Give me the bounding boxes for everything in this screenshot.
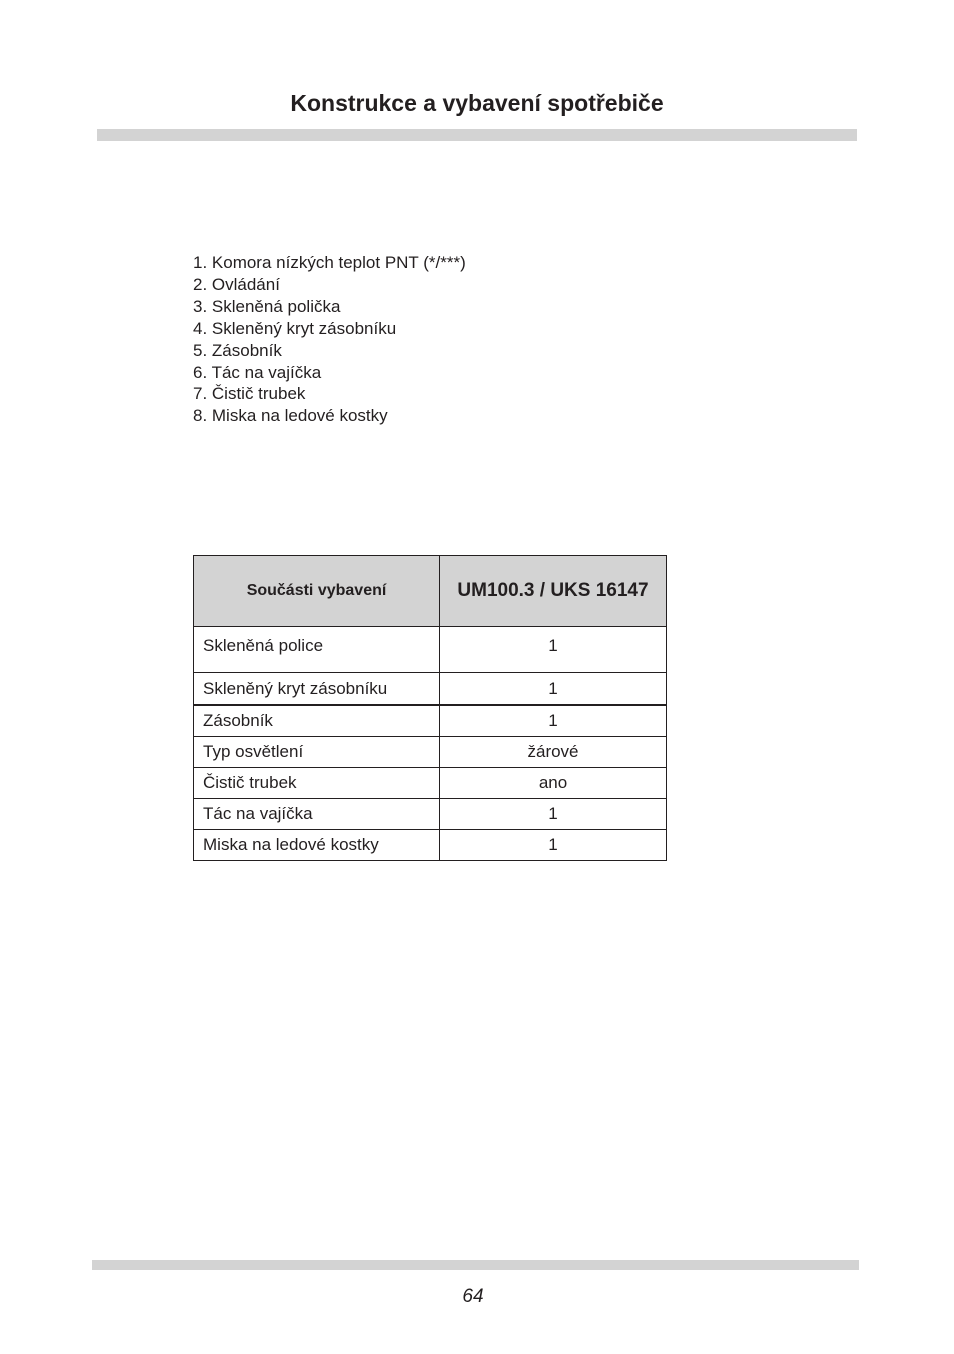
table-cell-component: Skleněná police: [194, 627, 440, 673]
footer-divider: [92, 1260, 859, 1270]
list-item: 6. Tác na vajíčka: [193, 362, 322, 382]
table-cell-value: 1: [440, 705, 667, 737]
table-row: [194, 768, 667, 799]
header-divider: [97, 129, 857, 141]
table-row: [194, 799, 667, 830]
table-cell-component: Typ osvětlení: [194, 737, 440, 768]
list-item: 2. Ovládání: [193, 274, 280, 294]
table-row: [194, 705, 667, 737]
list-item: 4. Skleněný kryt zásobníku: [193, 318, 397, 338]
table-cell-component: Zásobník: [194, 705, 440, 737]
table-row: [194, 830, 667, 861]
table-cell-value: 1: [440, 830, 667, 861]
list-item: 7. Čistič trubek: [193, 384, 306, 404]
table-cell-component: Tác na vajíčka: [194, 799, 440, 830]
table-cell-value: 1: [440, 799, 667, 830]
page-title: Konstrukce a vybavení spotřebiče: [290, 90, 664, 116]
table-row: [194, 627, 667, 673]
table-cell-value: 1: [440, 627, 667, 673]
column-header-component: Součásti vybavení: [194, 556, 440, 627]
table-row: [194, 673, 667, 706]
parts-list: [193, 252, 466, 427]
equipment-table: [193, 555, 667, 861]
table-cell-value: ano: [440, 768, 667, 799]
list-item: 3. Skleněná polička: [193, 296, 341, 316]
table-row: [194, 737, 667, 768]
list-item: 8. Miska na ledové kostky: [193, 406, 388, 426]
table-cell-value: žárové: [440, 737, 667, 768]
list-item: 1. Komora nízkých teplot PNT (*/***): [193, 253, 466, 272]
table-header-row: [194, 556, 667, 627]
table-cell-component: Miska na ledové kostky: [194, 830, 440, 861]
table-cell-component: Skleněný kryt zásobníku: [194, 673, 440, 706]
table-cell-value: 1: [440, 673, 667, 706]
table-cell-component: Čistič trubek: [194, 768, 440, 799]
list-item: 5. Zásobník: [193, 340, 282, 360]
page-number: 64: [462, 1286, 484, 1307]
column-header-model: UM100.3 / UKS 16147: [440, 556, 667, 627]
